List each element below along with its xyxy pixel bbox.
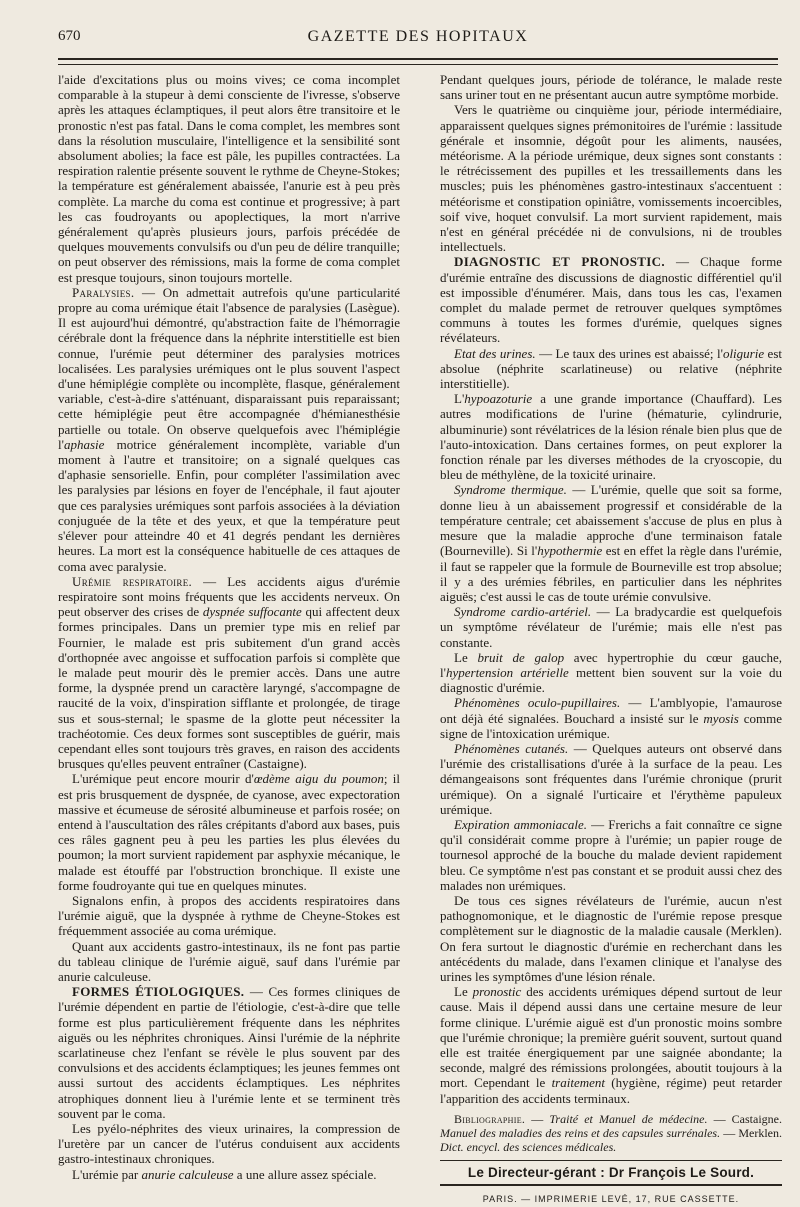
paragraph bbox=[58, 984, 400, 1121]
bibliography-heading: Bibliographie. bbox=[454, 1111, 526, 1126]
paragraph: l'aide d'excitations plus ou moins vives; ce coma incomplet comparable à la stupeur à demi consciente de l'ivresse, s'observe après les attaques éclamptiques, il peut alors être transitoire et le pronostic n'est pas fatal. Dans le coma complet, les membres sont dans la résolution musculaire, l'intelligence et la sensibilité sont absolument abolies; la face est pâle, les pupilles contractées. La respiration ralentie présente souvent le rythme de Cheyne-Stokes; la température est généralement abaissée, l'anurie est à peu près complète. La marche du coma est continue et progressive; à part les cas foudroyants ou apoplectiques, la mort n'arrive généralement qu'après plusieurs jours, parfois précédée de quelques mouvements convulsifs ou d'un peu de délire tranquille; on peut observer des rémissions, mais la forme de coma complet est presque toujours, sinon toujours mortelle. bbox=[58, 72, 400, 285]
divider bbox=[440, 1160, 782, 1161]
text: a une grande importance (Chauffard). Les autres modifications de l'urine (hématurie, cylindrurie, albuminurie) sont révélatrices de la lésion rénale bien plus que de l'auto-intoxication. Dans certaines formes, on peut explorer la fonction rénale par les diverses méthodes de la cryoscopie, du bleu de méthylène, de la toxicité urinaire. bbox=[440, 391, 782, 483]
section-heading: Urémie respiratoire. bbox=[72, 573, 193, 589]
italic-term: Syndrome cardio-artériel. bbox=[454, 604, 592, 620]
text: — Frerichs a fait connaître ce signe qu'il considérait comme propre à l'urémie; un papier rouge de tournesol approché de la bouche du malade devient rapidement bleu. Ce symptôme n'est pas constant et se produit aussi chez des malades non urémiques. bbox=[440, 816, 782, 893]
paragraph bbox=[58, 574, 400, 772]
text: — Merklen. bbox=[720, 1125, 782, 1140]
italic-term: aphasie bbox=[63, 436, 105, 452]
italic-term: bruit de galop bbox=[477, 649, 565, 665]
text: — L'amblyopie, l'amaurose ont déjà été signalées. Bouchard a insisté sur le bbox=[440, 695, 782, 726]
text: a une allure assez spéciale. bbox=[233, 1166, 377, 1182]
italic-term: myosis bbox=[703, 710, 739, 726]
text: ; il est pris brusquement de dyspnée, de cyanose, avec expectoration massive et écumeuse de sérosité albumineuse et parfois rosée; on entend à l'auscultation des râles crépitants d'abord aux bases, puis ces râles gagnent peu à peu les parties les plus élevées du poumon; la mort survient rapidement par asphyxie mécanique, le malade est étouffé par l'obstruction bronchique. Il existe une forme foudroyante qui tue en quelques minutes. bbox=[58, 771, 400, 893]
italic-term: dyspnée suffocante bbox=[202, 604, 302, 620]
page-number: 670 bbox=[58, 28, 81, 44]
paragraph bbox=[58, 771, 400, 893]
bibliography bbox=[440, 1112, 782, 1154]
text: — Chaque forme d'urémie entraîne des discussions de diagnostic différentiel qu'il est impossible d'énumérer. Mais, dans tous les cas, l'examen complet du malade permet de retrouver quelques symptômes communs à toutes les formes d'urémie, quelques signes révélateurs. bbox=[440, 254, 782, 346]
director-line: Le Directeur-gérant : Dr François Le Sourd. bbox=[467, 1164, 755, 1180]
italic-term: œdème aigu du poumon bbox=[253, 771, 384, 787]
italic-term: Syndrome thermique. bbox=[454, 482, 567, 498]
paragraph bbox=[440, 695, 782, 741]
printer-line: PARIS. — IMPRIMERIE LEVÉ, 17, RUE CASSETTE. bbox=[482, 1194, 740, 1205]
italic-term: hypertension artérielle bbox=[445, 664, 569, 680]
text: comme signe de l'intoxication urémique. bbox=[440, 710, 782, 741]
text: (hygiène, régime) peut retarder l'apparition des accidents terminaux. bbox=[440, 1075, 782, 1106]
section-heading: FORMES ÉTIOLOGIQUES. bbox=[72, 984, 245, 1000]
text: L'urémique peut encore mourir d' bbox=[72, 771, 254, 787]
paragraph: De tous ces signes révélateurs de l'urémie, aucun n'est pathognomonique, et le diagnostic de l'urémie repose presque complètement sur le diagnostic de la maladie causale (Merklen). On fera surtout le diagnostic d'urémie en recherchant dans les antécédents du malade, dans l'examen clinique et l'analyse des urines les symptômes d'une lésion rénale. bbox=[440, 892, 782, 984]
divider bbox=[440, 1184, 782, 1186]
text: — Le taux des urines est abaissé; l' bbox=[535, 345, 723, 361]
header-rule bbox=[58, 58, 778, 65]
text: L'urémie par bbox=[72, 1166, 142, 1182]
italic-term: Phénomènes oculo-pupillaires. bbox=[454, 695, 621, 711]
text: qui affectent deux formes principales. Dans un premier type mis en relief par Fournier, le malade est pris subitement d'un grand accès d'orthopnée avec angoisse et suffocation parfois si complète que le malade peut mourir dès le premier accès. Dans une autre forme, la dyspnée prend un caractère laryngé, s'accompagne de raucité de la voix, d'inspiration sifflante et prolongée, de tirage sus et sous-sternal; le spasme de la glotte peut nécessiter la trachéotomie. Ces deux formes sont susceptibles de guérir, mais cependant elles sont toujours très graves, en raison des accidents brusques qu'elles peuvent entraîner (Castaigne). bbox=[58, 604, 400, 772]
paragraph bbox=[440, 391, 782, 482]
paragraph bbox=[440, 741, 782, 817]
italic-term: hypothermie bbox=[537, 543, 603, 559]
text: motrice généralement incomplète, variable d'un moment à l'autre et transitoire; on a signalé quelques cas d'aphasie sensorielle. Enfin, pour compléter l'assimilation avec les paralysies par lésions en foyer de l'encéphale, il faut ajouter que ces paralysies urémiques sont parfois associées à la déviation conjuguée de la tête et des yeux, et que la température peut s'élever pour atteindre 40 et 41 degrés pendant les dernières heures. La mort est la conséquence habituelle de ces attaques de coma avec paralysie. bbox=[58, 436, 400, 574]
italic-term: Manuel des maladies des reins et des capsules surrénales. bbox=[440, 1125, 721, 1140]
italic-term: hypoazoturie bbox=[464, 391, 533, 407]
italic-term: anurie calculeuse bbox=[141, 1166, 234, 1182]
left-column bbox=[58, 72, 400, 1182]
paragraph bbox=[58, 285, 400, 574]
text: — Les accidents aigus d'urémie respiratoire sont moins fréquents que les accidents nerveux. On peut observer des crises de bbox=[58, 573, 401, 620]
paragraph bbox=[440, 346, 782, 392]
paragraph bbox=[58, 1167, 400, 1182]
paragraph: Pendant quelques jours, période de tolérance, le malade reste sans uriner tout en ne présentant aucun autre symptôme morbide. bbox=[440, 72, 782, 103]
italic-term: Phénomènes cutanés. bbox=[454, 740, 569, 756]
text: — Castaigne. bbox=[707, 1111, 782, 1126]
paragraph: Signalons enfin, à propos des accidents respiratoires dans l'urémie aiguë, que la dyspnée à rythme de Cheyne-Stokes est fréquemment associée au coma urémique. bbox=[58, 892, 400, 939]
paragraph bbox=[440, 604, 782, 650]
italic-term: Etat des urines. bbox=[454, 345, 536, 361]
text: est absolue (néphrite scarlatineuse) ou relative (néphrite interstitielle). bbox=[440, 345, 782, 392]
paragraph bbox=[440, 482, 782, 604]
running-title: GAZETTE DES HOPITAUX bbox=[307, 28, 529, 45]
text: — L'urémie, quelle que soit sa forme, donne lieu à un abaissement progressif et considérable de la température centrale; cet abaissement s'accuse de plus en plus à mesure que la maladie approche d'une terminaison fatale (Bourneville). Si l' bbox=[440, 482, 783, 559]
italic-term: Dict. encycl. des sciences médicales. bbox=[440, 1139, 617, 1154]
paragraph bbox=[440, 254, 782, 345]
paragraph bbox=[440, 817, 782, 893]
text: des accidents urémiques dépend surtout de leur cause. Mais il dépend aussi dans une certaine mesure de leur forme clinique. L'urémie aiguë est d'un pronostic moins sombre que l'urémie chronique; la première guérit souvent, surtout quand elle est traitée énergiquement par une saignée abondante; la seconde, malgré des rémissions prolongées, aboutit toujours à la mort. Cependant le bbox=[440, 984, 782, 1091]
paragraph: Quant aux accidents gastro-intestinaux, ils ne font pas partie du tableau clinique de l'urémie aiguë, sauf dans l'urémie par anurie calculeuse. bbox=[58, 938, 400, 984]
text: L' bbox=[454, 391, 465, 407]
text: — Ces formes cliniques de l'urémie dépendent en partie de l'étiologie, c'est-à-dire que telle forme est plus particulièrement fréquente dans les néphrites aiguës ou les néphrites chroniques. Ainsi l'urémie de la néphrite scarlatineuse chez l'enfant se révèle le plus souvent par des convulsions et des accidents éclamptiques; les jeunes femmes ont aussi surtout des accidents éclamptiques. Les néphrites atrophiques donnent lieu à l'urémie lente et se terminent très souvent par le coma. bbox=[58, 984, 400, 1121]
text: — bbox=[525, 1111, 550, 1126]
section-heading: Paralysies. bbox=[72, 284, 135, 300]
text: — Quelques auteurs ont observé dans l'urémie des cristallisations d'urée à la surface de la peau. Les démangeaisons sont fréquentes dans l'urémie chronique (prurit urémique). On a signalé l'urticaire et l'érythème papuleux urémique. bbox=[440, 740, 782, 817]
italic-term: Expiration ammoniacale. bbox=[454, 816, 588, 832]
page-header bbox=[58, 28, 778, 52]
text: Le bbox=[454, 649, 478, 665]
text: mettent bien souvent sur la voie du diagnostic d'urémie. bbox=[440, 664, 782, 696]
italic-term: traitement bbox=[551, 1075, 605, 1091]
text: — La bradycardie est quelquefois un symptôme révélateur de l'urémie; mais elle n'est pas constante. bbox=[440, 604, 782, 650]
paragraph bbox=[440, 650, 782, 696]
text: — On admettait autrefois qu'une particularité propre au coma urémique était l'absence de paralysies (Lasègue). Il est aujourd'hui démontré, qu'abstraction faite de l'hémorragie cérébrale dont la fréquence dans la néphrite interstitielle est bien connue, l'urémie peut déterminer des paralysies motrices localisées. Les paralysies urémiques ont le plus souvent l'aspect d'une hémiplégie complète ou incomplète, flasque, généralement variable, c'est-à-dire s'atténuant, disparaissant puis reparaissant; cette hémiplégie peut être accompagnée d'hémianesthésie partielle ou totale. On observe quelquefois avec l'hémiplégie l' bbox=[58, 284, 400, 452]
paragraph bbox=[440, 984, 782, 1106]
text: Le bbox=[454, 984, 473, 1000]
italic-term: oligurie bbox=[722, 345, 765, 361]
paragraph: Vers le quatrième ou cinquième jour, période intermédiaire, apparaissent quelques signes prémonitoires de l'urémie : lassitude générale et insomnie, dégoût pour les aliments, nausées, météorisme. A la période urémique, deux signes sont constants : le rétrécissement des pupilles et les tressaillements dans les muscles; puis les phénomènes gastro-intestinaux s'accentuent : météorisme et constipation opiniâtre, vomissements incoercibles, soif vive, hoquet convulsif. La mort survient rapidement, mais n'est en général précédée ni de convulsions, ni de troubles intellectuels. bbox=[440, 102, 782, 255]
section-heading: DIAGNOSTIC ET PRONOSTIC. bbox=[454, 254, 665, 270]
italic-term: Traité et Manuel de médecine. bbox=[549, 1111, 708, 1126]
text: avec hypertrophie du cœur gauche, l' bbox=[440, 649, 782, 680]
text: est en effet la règle dans l'urémie, il faut se rappeler que la formule de Bourneville est trop absolue; il y a des urémies fébriles, en particulier dans les néphrites aiguës; c'est aussi le cas de toute urémie convulsive. bbox=[440, 543, 782, 604]
right-column bbox=[440, 72, 782, 1207]
paragraph: Les pyélo-néphrites des vieux urinaires, la compression de l'uretère par un cancer de l'utérus conduisent aux accidents gastro-intestinaux chroniques. bbox=[58, 1121, 400, 1167]
italic-term: pronostic bbox=[472, 984, 522, 1000]
